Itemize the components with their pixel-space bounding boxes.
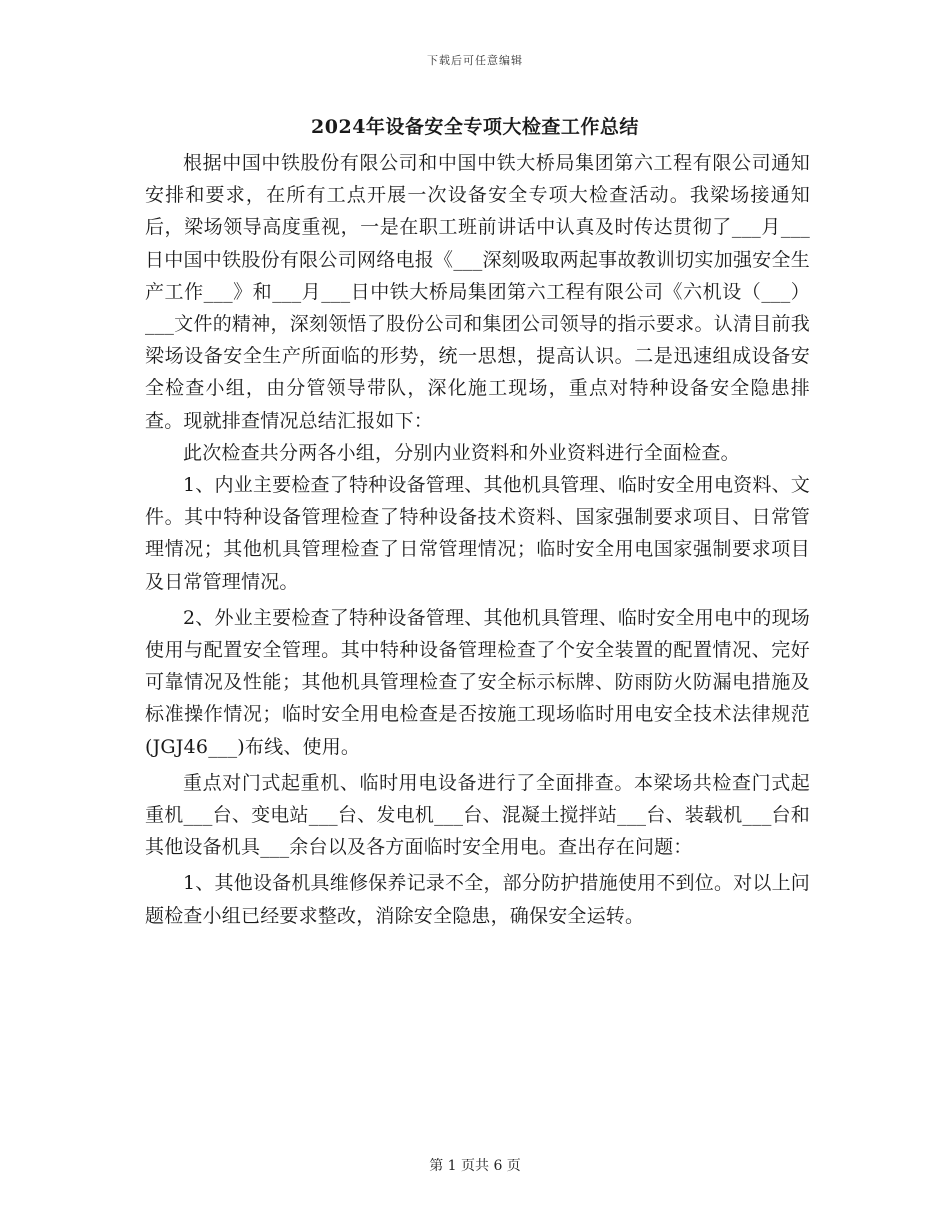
- document-title: 2024年设备安全专项大检查工作总结: [311, 116, 639, 138]
- document-body: [145, 147, 810, 932]
- page-header-note: 下载后可任意编辑: [427, 54, 523, 67]
- page-number: 第 1 页共 6 页: [429, 1158, 521, 1174]
- paragraph-external-inspection: 2、外业主要检查了特种设备管理、其他机具管理、临时安全用电中的现场使用与配置安全管理。其中特种设备管理检查了个安全装置的配置情况、完好可靠情况及性能；其他机具管理检查了安全标示标牌、防雨防火防漏电措施及标准操作情况；临时安全用电检查是否按施工现场临时用电安全技术法律规范(JGJ46___)布线、使用。: [145, 606, 810, 758]
- paragraph-inspection-groups: 此次检查共分两各小组，分别内业资料和外业资料进行全面检查。: [183, 441, 740, 464]
- paragraph-issues: 1、其他设备机具维修保养记录不全，部分防护措施使用不到位。对以上问题检查小组已经要求整改，消除安全隐患，确保安全运转。: [145, 872, 810, 927]
- paragraph-internal-inspection: 1、内业主要检查了特种设备管理、其他机具管理、临时安全用电资料、文件。其中特种设备管理检查了特种设备技术资料、国家强制要求项目、日常管理情况；其他机具管理检查了日常管理情况；临时安全用电国家强制要求项目及日常管理情况。: [145, 474, 810, 593]
- paragraph-key-equipment: 重点对门式起重机、临时用电设备进行了全面排查。本梁场共检查门式起重机___台、变电站___台、发电机___台、混凝土搅拌站___台、装载机___台和其他设备机具___余台以及各方面临时安全用电。查出存在问题：: [145, 771, 810, 859]
- paragraph-intro: 根据中国中铁股份有限公司和中国中铁大桥局集团第六工程有限公司通知安排和要求，在所有工点开展一次设备安全专项大检查活动。我梁场接通知后，梁场领导高度重视，一是在职工班前讲话中认真及时传达贯彻了___月___日中国中铁股份有限公司网络电报《___深刻吸取两起事故教训切实加强安全生产工作___》和___月___日中铁大桥局集团第六工程有限公司《六机设（___）___文件的精神，深刻领悟了股份公司和集团公司领导的指示要求。认清目前我梁场设备安全生产所面临的形势，统一思想，提高认识。二是迅速组成设备安全检查小组，由分管领导带队，深化施工现场，重点对特种设备安全隐患排查。现就排查情况总结汇报如下：: [145, 152, 810, 432]
